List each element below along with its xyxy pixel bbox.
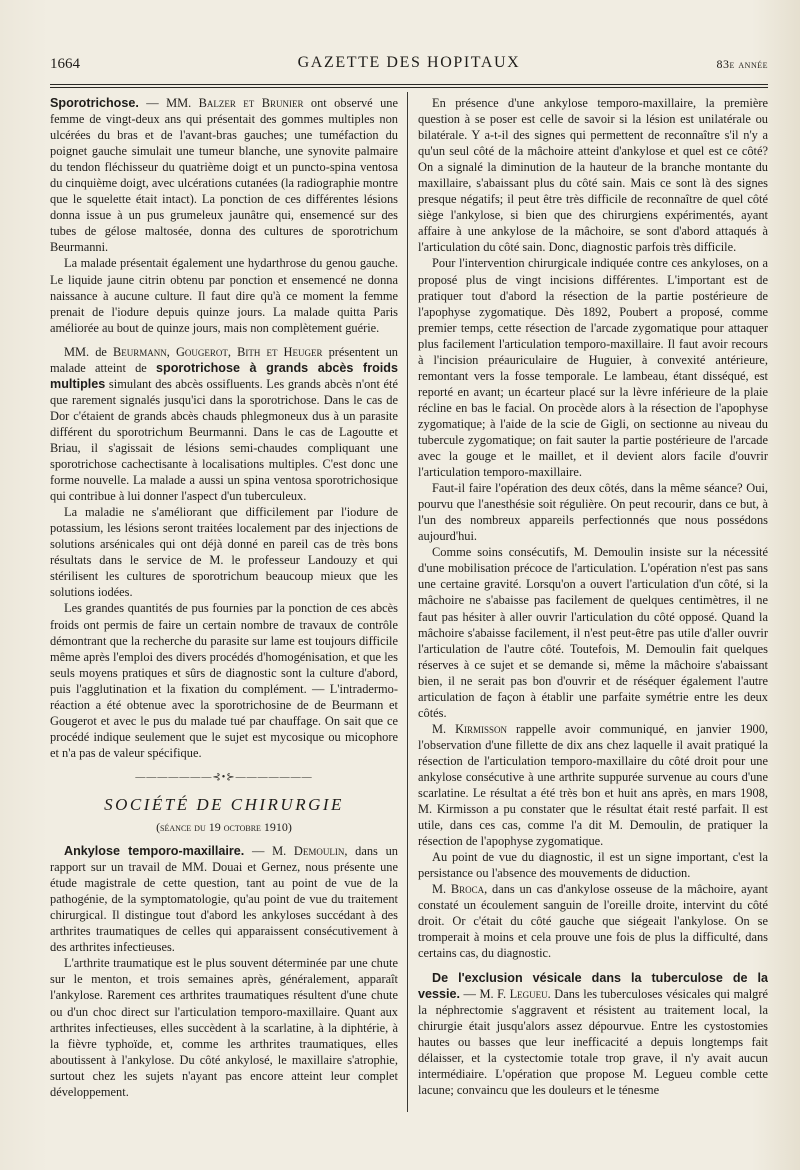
paragraph: Faut-il faire l'opération des deux côtés, dans la même séance? Oui, pourvu que l'anesthésie soit régulière. On peut recourir, dans ce but, à l'un des nombreux appareils perfectionnés que nous possédons aujourd'hui.: [418, 481, 768, 544]
paragraph: Les grandes quantités de pus fournies par la ponction de ces abcès froids ont permis de faire un certain nombre de travaux de contrôle démontrant que la recherche du parasite sur lame est toujours difficile même après l'emploi des divers procédés d'homogénisation, et que les seuls moyens pratiques et sûrs de diagnostic sont la culture d'abord, puis l'agglutination et la fixation du complément. — L'intradermo-réaction a été obtenue avec la sporotrichosine de de Beurmann et Gougerot et avec le pus du malade tué par chauffage. On sait que ce procédé indique seulement que le sujet est mycosique ou micophore et n'a pas de valeur spécifique.: [50, 601, 398, 760]
author-names: Broca: [450, 882, 485, 897]
article-text: simulant des abcès ossifluents. Les grands abcès n'ont été que rarement signalés jusqu'ici dans la sporotrichose. Dans le cas de Dor c'étaient de grands abcès chauds phlegmoneux dus à un parasite différent du sporotrichum Beurmanni. Dans le cas de Lagoutte et Briau, il s'agissait de lésions semi-chaudes compliquant une sporotrichose cachectisante à localisations multiples. C'est donc une forme nouvelle. La malade a aussi un spina ventosa sporotrichosique qui contribue à lui donner l'aspect d'un tuberculeux.: [50, 376, 398, 504]
article-text: . Dans les tuberculoses vésicales qui malgré la néphrectomie s'aggravent et résistent au traitement local, la chirurgie était jusqu'alors assez dépourvue. Entre les cystostomies hautes ou basses que leur inefficacité a depuis longtemps fait délaisser, et la cystectomie totale trop grave, il n'y avait aucun intermédiaire. L'opération que propose M. Legueu comble cette lacune; convaincu que les douleurs et le ténesme: [418, 986, 768, 1097]
header-rule-top: [50, 84, 768, 85]
article-sporotrichose-2: MM. de Beurmann, Gougerot, Bith et Heuger présentent un malade atteint de sporotrichose à grands abcès froids multiples simulant des abcès ossifluents. Les grands abcès n'ont été que rarement signalés jusqu'ici dans la sporotrichose. Dans le cas de Dor c'étaient de grands abcès chauds phlegmoneux dus à un parasite différent du sporotrichum Beurmanni. Dans le cas de Lagoutte et Briau, il s'agissait de lésions semi-chaudes compliquant une sporotrichose cachectisante à localisations multiples. C'est donc une forme nouvelle. La malade a aussi un spina ventosa sporotrichosique qui contribue à lui donner l'aspect d'un tuberculeux.: [50, 344, 398, 504]
article-ankylose: Ankylose temporo-maxillaire. — M. Demoulin, dans un rapport sur un travail de MM. Douai et Gernez, nous présente une étude magistrale de cette question, tant au point de vue de la pathogénie, de la symptomatologie, qu'au point de vue du traitement chirurgical. Il distingue tout d'abord les ankyloses succédant à des arthrites traumatiques de celles qui apparaissent consécutivement à des arthrites infectieuses.: [50, 844, 398, 955]
author-names: Demoulin: [293, 844, 345, 859]
paragraph: Comme soins consécutifs, M. Demoulin insiste sur la nécessité d'une mobilisation précoce de l'articulation. L'opération n'est pas sans une certaine gravité. Lorsqu'on a ouvert l'articulation d'un côté, si la mâchoire ne s'abaisse pas facilement de quelques centimètres, il ne faut pas hésiter à aller ouvrir l'articulation du côté opposé. Quand la mâchoire s'abaisse facilement, il n'est peut-être pas utile d'aller ouvrir l'articulation de l'autre côté. Toutefois, M. Demoulin fait quelques réserves à ce sujet et se demande si, même la mâchoire s'abaissant bien, il ne serait pas bon d'ouvrir et de réséquer également l'autre articulation de façon à établir une parfaite symétrie entre les deux côtés.: [418, 545, 768, 720]
paragraph-broca: M. Broca, dans un cas d'ankylose osseuse de la mâchoire, ayant constaté un écoulement sanguin de l'oreille droite, intervint du côté droit. Or c'était du côté gauche que siégeait l'ankylose. On se tromperait à moins et cela prouve une fois de plus la difficulté, dans certains cas, du diagnostic.: [418, 882, 768, 961]
section-title: SOCIÉTÉ DE CHIRURGIE: [104, 794, 344, 814]
page-header: [50, 52, 768, 76]
article-heading: Ankylose temporo-maxillaire.: [64, 844, 245, 859]
column-divider: [407, 92, 408, 1112]
header-rule-bottom: [50, 87, 768, 88]
paragraph: Au point de vue du diagnostic, il est un signe important, c'est la persistance ou l'absence des mouvements de diduction.: [418, 850, 768, 881]
article-exclusion-vesicale: De l'exclusion vésicale dans la tuberculose de la vessie. — M. F. Legueu. Dans les tuberculoses vésicales qui malgré la néphrectomie s'aggravent et résistent au traitement local, la chirurgie était jusqu'alors assez dépourvue. Entre les cystostomies hautes ou basses que leur inefficacité a depuis longtemps fait délaisser, et la cystectomie totale trop grave, il n'y avait aucun intermédiaire. L'opération que propose M. Legueu comble cette lacune; convaincu que les douleurs et le ténesme: [418, 970, 768, 1097]
article-heading: sporotrichose à grands abcès froids multiples: [50, 360, 398, 391]
left-column: [50, 95, 398, 1110]
article-heading: De l'exclusion vésicale dans la tuberculose de la vessie.: [418, 970, 768, 1001]
paragraph-kirmisson: M. Kirmisson rappelle avoir communiqué, en janvier 1900, l'observation d'une fillette de dix ans chez laquelle il avait pratiqué la résection de l'articulation temporo-maxillaire du côté droit pour une ankylose consécutive à une arthrite suppurée survenue au cours d'une scarlatine. Le résultat a été très bon et huit ans après, en mars 1908, M. Kirmisson a pu constater que le résultat était resté parfait. Il est utile, dans ces cas, comme l'a dit M. Demoulin, de pratiquer la résection de l'apophyse zygomatique.: [418, 721, 768, 849]
paragraph: La maladie ne s'améliorant que difficilement par l'iodure de potassium, les lésions seront traitées localement par des injections de solutions arsénicales qui ont déjà donné en pareil cas de très bons résultats dans le service de M. le professeur Landouzy et qui stérilisent les cultures de sporotrichum beaucoup mieux que les solutions iodées.: [50, 505, 398, 600]
author-names: Beurmann, Gougerot, Bith et Heuger: [113, 344, 323, 359]
right-column: [418, 95, 768, 1110]
article-sporotrichose-1: Sporotrichose. — MM. Balzer et Brunier ont observé une femme de vingt-deux ans qui présentait des gommes multiples non ulcérées du bras et de l'avant-bras gauches; une tuméfaction du poignet gauche simulait une tumeur blanche, une synovite palmaire du tendon fléchisseur du quatrième doigt et un puncto-spina ventosa du cinquième doigt, avec ulcérations cutanées (la radiographie montre que le squelette était intact). La ponction de ces différentes lésions donna issue à un pus grumeleux jaunâtre qui, ensemencé sur des tubes de gélose maltosée, donna des cultures de sporotrichum Beurmanni.: [50, 96, 398, 255]
author-names: Legueu: [509, 986, 548, 1001]
paragraph: L'arthrite traumatique est le plus souvent déterminée par une chute sur le menton, et trois semaines après, généralement, apparaît l'ankylose. Rarement ces arthrites traumatiques résultent d'une chute ou d'un choc direct sur l'articulation temporo-maxillaire. Quant aux arthrites infectieuses, elles succèdent à la scarlatine, à la diphtérie, à la fièvre typhoïde, et, comme les arthrites traumatiques, elles aboutissent à l'ankylose. Du côté ankylosé, le maxillaire s'atrophie, surtout chez les sujets n'ayant pas encore atteint leur complet développement.: [50, 956, 398, 1099]
author-names: Balzer et Brunier: [198, 96, 304, 110]
page-number: 1664: [50, 56, 80, 72]
paragraph: En présence d'une ankylose temporo-maxillaire, la première question à se poser est celle de savoir si la lésion est unilatérale ou bilatérale. Y a-t-il des signes qui permettent de reconnaître s'il n'y a qu'un seul côté de la mâchoire atteint d'ankylose et quel est ce côté? On a signalé la diminution de la hauteur de la branche montante du maxillaire, s'abaissant plus du côté sain. Mais ce sont là des signes presque négatifs; il peut être très difficile de reconnaître de quel côté siège l'ankylose, si bien que des chirurgiens expérimentés, ayant affaire à une ankylose de la mâchoire, se sont d'abord attaqués à l'articulation du côté sain. Donc, diagnostic parfois très difficile.: [418, 96, 768, 255]
paragraph: Pour l'intervention chirurgicale indiquée contre ces ankyloses, on a proposé plus de vingt incisions différentes. L'important est de pratiquer tout d'abord la résection de la partie postérieure de l'apophyse zygomatique. Dès 1892, Poubert a proposé, comme premier temps, cette résection de l'arcade zygomatique pour attaquer plus facilement l'articulation temporo-maxillaire. Il faut avoir recours à l'incision préauriculaire de Huguier, à convexité antérieure, remontant vers la fosse temporale. Le lambeau, étant disséqué, est reporté en avant; un écarteur placé sur la lèvre inférieure de la plaie récline en bas le facial. On procède alors à la résection de l'apophyse zygomatique; à l'aide de la scie de Gigli, on sectionne au niveau du tubercule zygomatique; on fait sauter la partie postérieure de l'arcade avec la gouge et le maillet, et il devient alors facile d'ouvrir l'articulation temporo-maxillaire.: [418, 256, 768, 480]
journal-title: GAZETTE DES HOPITAUX: [297, 54, 521, 71]
ornament-divider: ———————⊰•⊱———————: [135, 771, 313, 783]
section-date: (séance du 19 octobre 1910): [156, 820, 292, 835]
article-text: ont observé une femme de vingt-deux ans qui présentait des gommes multiples non ulcérées du bras et de l'avant-bras gauches; une tuméfaction du poignet gauche simulait une tumeur blanche, une synovite palmaire du tendon fléchisseur du quatrième doigt et un puncto-spina ventosa du cinquième doigt, avec ulcérations cutanées (la radiographie montre que le squelette était intact). La ponction de ces différentes lésions donna issue à un pus grumeleux jaunâtre qui, ensemencé sur des tubes de gélose maltosée, donna des cultures de sporotrichum Beurmanni.: [50, 96, 398, 255]
year-label: 83e année: [716, 57, 768, 71]
paragraph: La malade présentait également une hydarthrose du genou gauche. Le liquide jaune citrin obtenu par ponction et ensemencé ne donna naissance à aucune culture. Il faut dire qu'à ce moment la femme prenait de l'iodure depuis quinze jours. La malade quitta Paris améliorée au bout de quinze jours, mais non complètement guérie.: [50, 256, 398, 335]
article-heading: Sporotrichose.: [50, 96, 139, 110]
article-text: , dans un rapport sur un travail de MM. Douai et Gernez, nous présente une étude magistrale de cette question, tant au point de vue de la pathogénie, de la symptomatologie, qu'au point de vue du traitement chirurgical. Il distingue tout d'abord les ankyloses succédant à des arthrites traumatiques de celles qui apparaissent consécutivement à des arthrites infectieuses.: [50, 844, 398, 955]
author-names: Kirmisson: [455, 721, 508, 736]
